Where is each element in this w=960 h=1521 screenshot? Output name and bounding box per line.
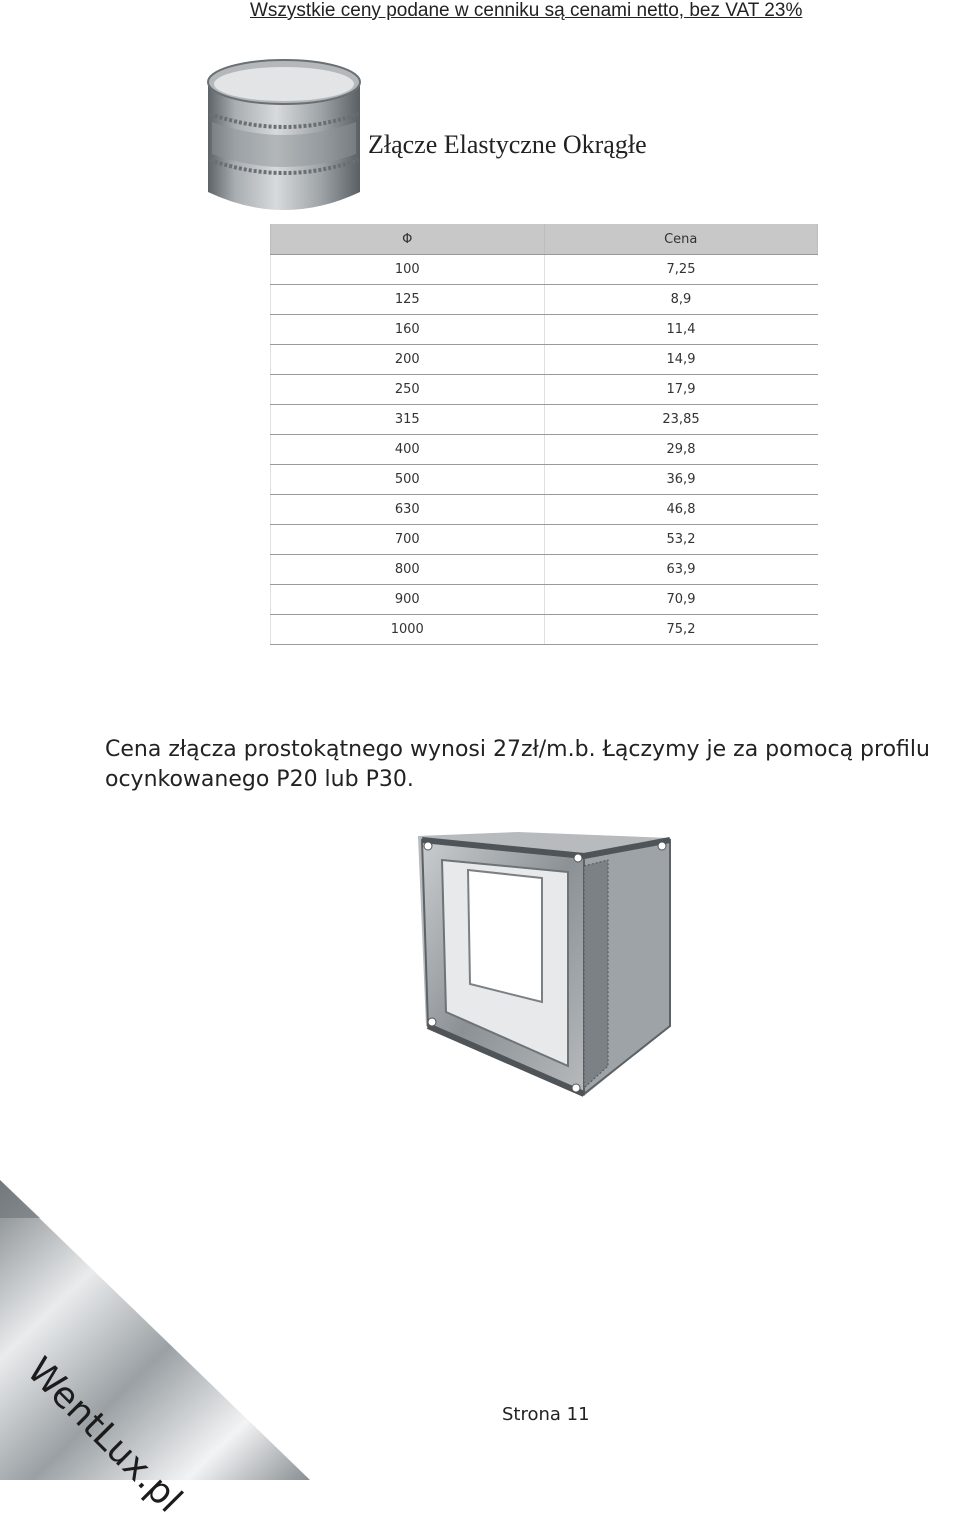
price-cell: 11,4 xyxy=(544,315,818,345)
table-row xyxy=(271,555,818,585)
price-cell: 75,2 xyxy=(544,615,818,645)
rectangular-connector-info: Cena złącza prostokątnego wynosi 27zł/m.b. Łączymy je za pomocą profilu ocynkowanego P20 lub P30. xyxy=(105,737,930,792)
diameter-cell: 200 xyxy=(271,345,545,375)
corner-decoration xyxy=(0,1180,310,1480)
price-cell: 23,85 xyxy=(544,405,818,435)
price-cell: 70,9 xyxy=(544,585,818,615)
price-cell: 53,2 xyxy=(544,525,818,555)
price-cell: 63,9 xyxy=(544,555,818,585)
product-title: Złącze Elastyczne Okrągłe xyxy=(368,130,647,159)
diameter-cell: 700 xyxy=(271,525,545,555)
price-header: Cena xyxy=(544,224,818,255)
rectangular-connector-image xyxy=(408,826,680,1106)
price-cell: 8,9 xyxy=(544,285,818,315)
diameter-cell: 100 xyxy=(271,255,545,285)
table-row xyxy=(271,315,818,345)
table-row xyxy=(271,285,818,315)
diameter-cell: 1000 xyxy=(271,615,545,645)
price-cell: 36,9 xyxy=(544,465,818,495)
header-note: Wszystkie ceny podane w cenniku są cenami netto, bez VAT 23% xyxy=(250,0,803,21)
diameter-cell: 125 xyxy=(271,285,545,315)
table-row xyxy=(271,435,818,465)
table-row xyxy=(271,495,818,525)
price-cell: 29,8 xyxy=(544,435,818,465)
diameter-cell: 630 xyxy=(271,495,545,525)
diameter-cell: 400 xyxy=(271,435,545,465)
table-row xyxy=(271,525,818,555)
price-cell: 17,9 xyxy=(544,375,818,405)
table-row xyxy=(271,345,818,375)
table-row xyxy=(271,405,818,435)
price-cell: 7,25 xyxy=(544,255,818,285)
table-row xyxy=(271,465,818,495)
table-row xyxy=(271,255,818,285)
price-table xyxy=(270,224,818,645)
price-cell: 14,9 xyxy=(544,345,818,375)
diameter-cell: 800 xyxy=(271,555,545,585)
table-row xyxy=(271,615,818,645)
diameter-cell: 315 xyxy=(271,405,545,435)
diameter-cell: 900 xyxy=(271,585,545,615)
diameter-cell: 250 xyxy=(271,375,545,405)
diameter-header: Φ xyxy=(271,224,545,255)
table-row xyxy=(271,375,818,405)
round-connector-image xyxy=(198,52,370,220)
table-row xyxy=(271,585,818,615)
wentlux-logo: WentLux.pl xyxy=(19,1350,190,1521)
diameter-cell: 160 xyxy=(271,315,545,345)
diameter-cell: 500 xyxy=(271,465,545,495)
table-header-row xyxy=(271,224,818,255)
price-cell: 46,8 xyxy=(544,495,818,525)
page-number: Strona 11 xyxy=(502,1404,590,1425)
